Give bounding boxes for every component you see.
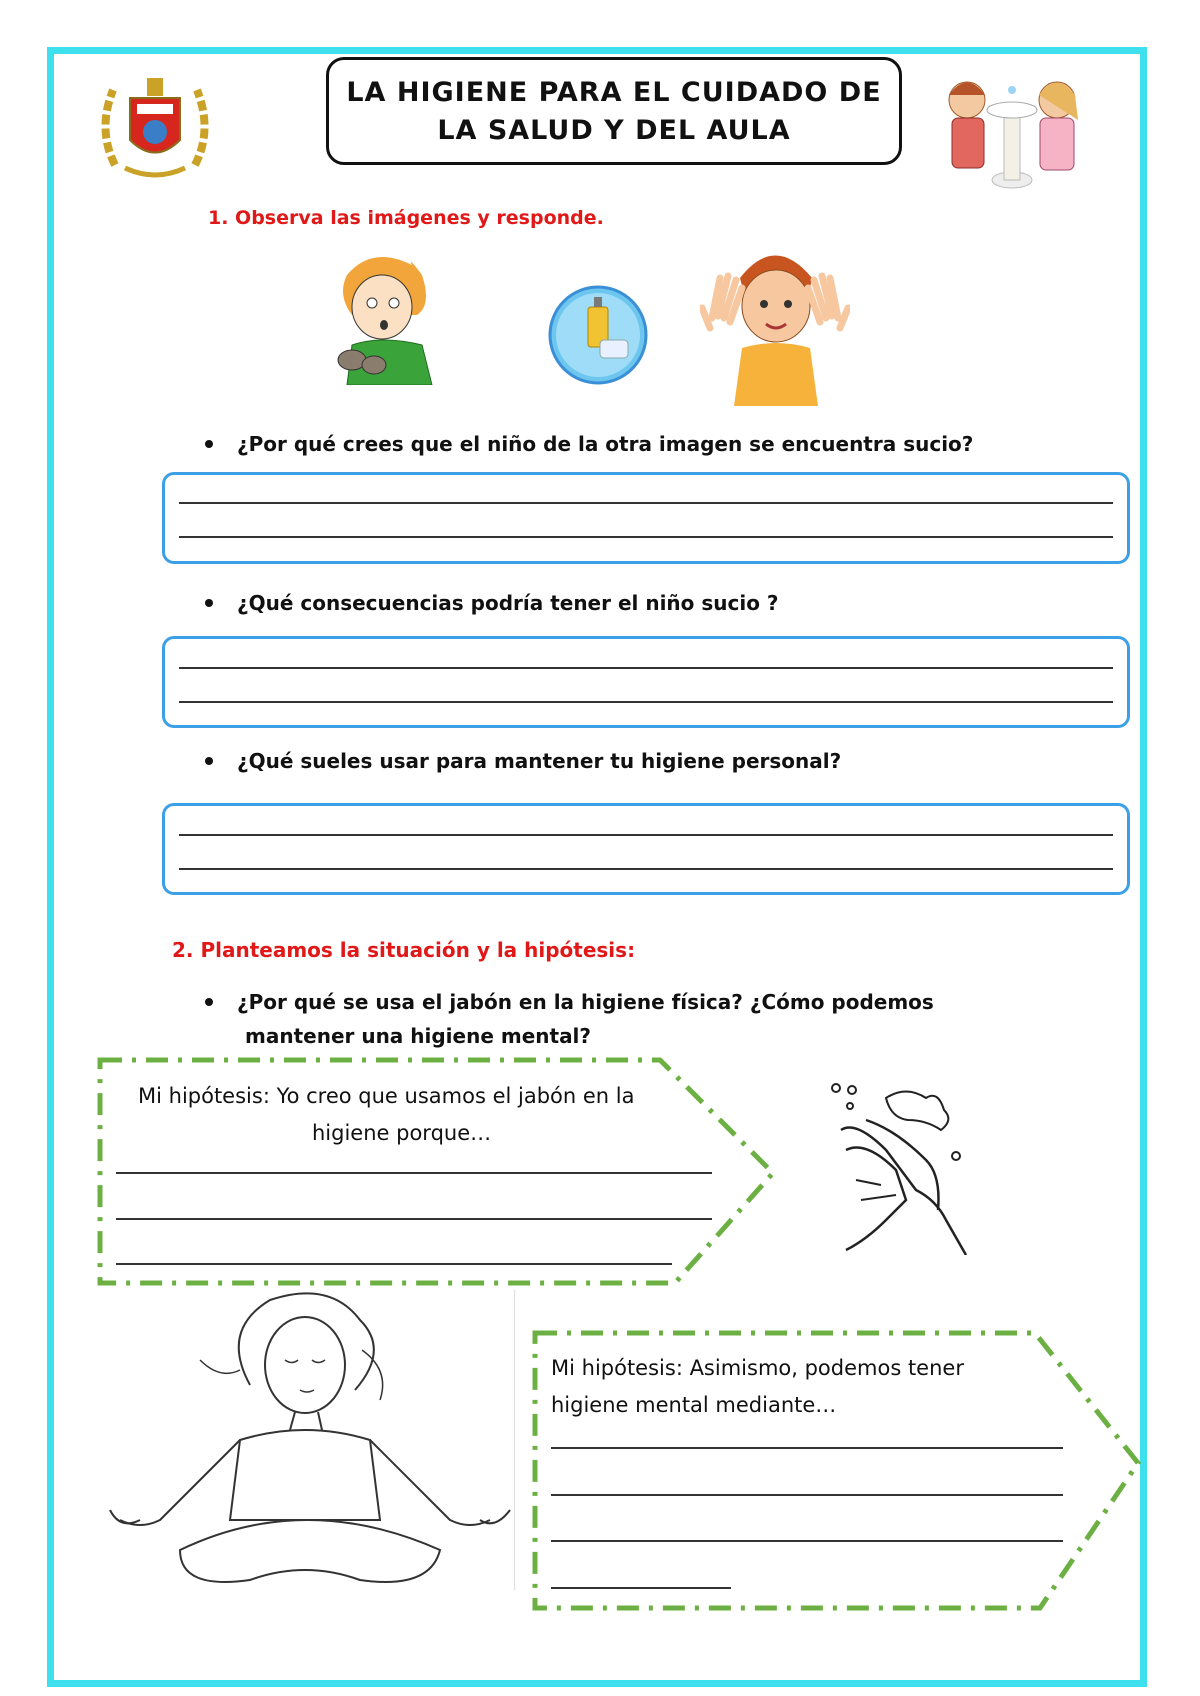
section-1-heading: 1. Observa las imágenes y responde. [208,207,604,229]
question-3-text: ¿Qué sueles usar para mantener tu higiene personal? [237,749,842,773]
hypothesis-1-line-2: higiene porque… [312,1121,492,1145]
worksheet-title [326,57,902,165]
hypothesis-2-line-1: Mi hipótesis: Asimismo, podemos tener [551,1356,964,1380]
hypothesis-1-line-1: Mi hipótesis: Yo creo que usamos el jabón en la [138,1084,635,1108]
answer-box-2[interactable] [162,636,1130,728]
hypothesis-2-answer-line[interactable] [551,1540,1063,1542]
question-3 [205,749,841,773]
meditating-girl-illustration [100,1290,520,1590]
answer-line[interactable] [179,502,1113,504]
hypothesis-2-line-2: higiene mental mediante… [551,1393,837,1417]
answer-line[interactable] [179,536,1113,538]
title-line-1: LA HIGIENE PARA EL CUIDADO DE [346,77,882,108]
column-divider [514,1290,515,1590]
section-2-question-line-1: ¿Por qué se usa el jabón en la higiene física? ¿Cómo podemos [237,990,934,1014]
answer-line[interactable] [179,868,1113,870]
bullet-icon [205,757,213,765]
hypothesis-1-answer-line[interactable] [116,1172,712,1174]
question-1-text: ¿Por qué crees que el niño de la otra imagen se encuentra sucio? [237,432,974,456]
dirty-boy-illustration [312,245,452,385]
bullet-icon [205,440,213,448]
section-2-question-line-2: mantener una higiene mental? [245,1024,592,1048]
hypothesis-1-answer-line[interactable] [116,1218,712,1220]
question-2-text: ¿Qué consecuencias podría tener el niño sucio ? [237,591,779,615]
clean-boy-illustration [700,238,850,406]
section-2-heading: 2. Planteamos la situación y la hipótesis: [172,938,636,962]
bullet-icon [205,998,213,1006]
answer-line[interactable] [179,834,1113,836]
hands-washing-icon [826,1080,986,1255]
answer-box-1[interactable] [162,472,1130,564]
question-1 [205,432,973,456]
kids-washing-hands-illustration [932,70,1092,195]
answer-line[interactable] [179,667,1113,669]
hypothesis-2-answer-line[interactable] [551,1587,731,1589]
bullet-icon [205,599,213,607]
answer-line[interactable] [179,701,1113,703]
hypothesis-2-answer-line[interactable] [551,1447,1063,1449]
title-line-2: LA SALUD Y DEL AULA [437,115,791,146]
school-crest-logo [95,70,215,182]
answer-box-3[interactable] [162,803,1130,895]
question-2 [205,591,779,615]
soap-bubble-icon [538,285,658,385]
hypothesis-2-answer-line[interactable] [551,1494,1063,1496]
hypothesis-1-answer-line[interactable] [116,1263,672,1265]
section-2-question [205,985,934,1053]
